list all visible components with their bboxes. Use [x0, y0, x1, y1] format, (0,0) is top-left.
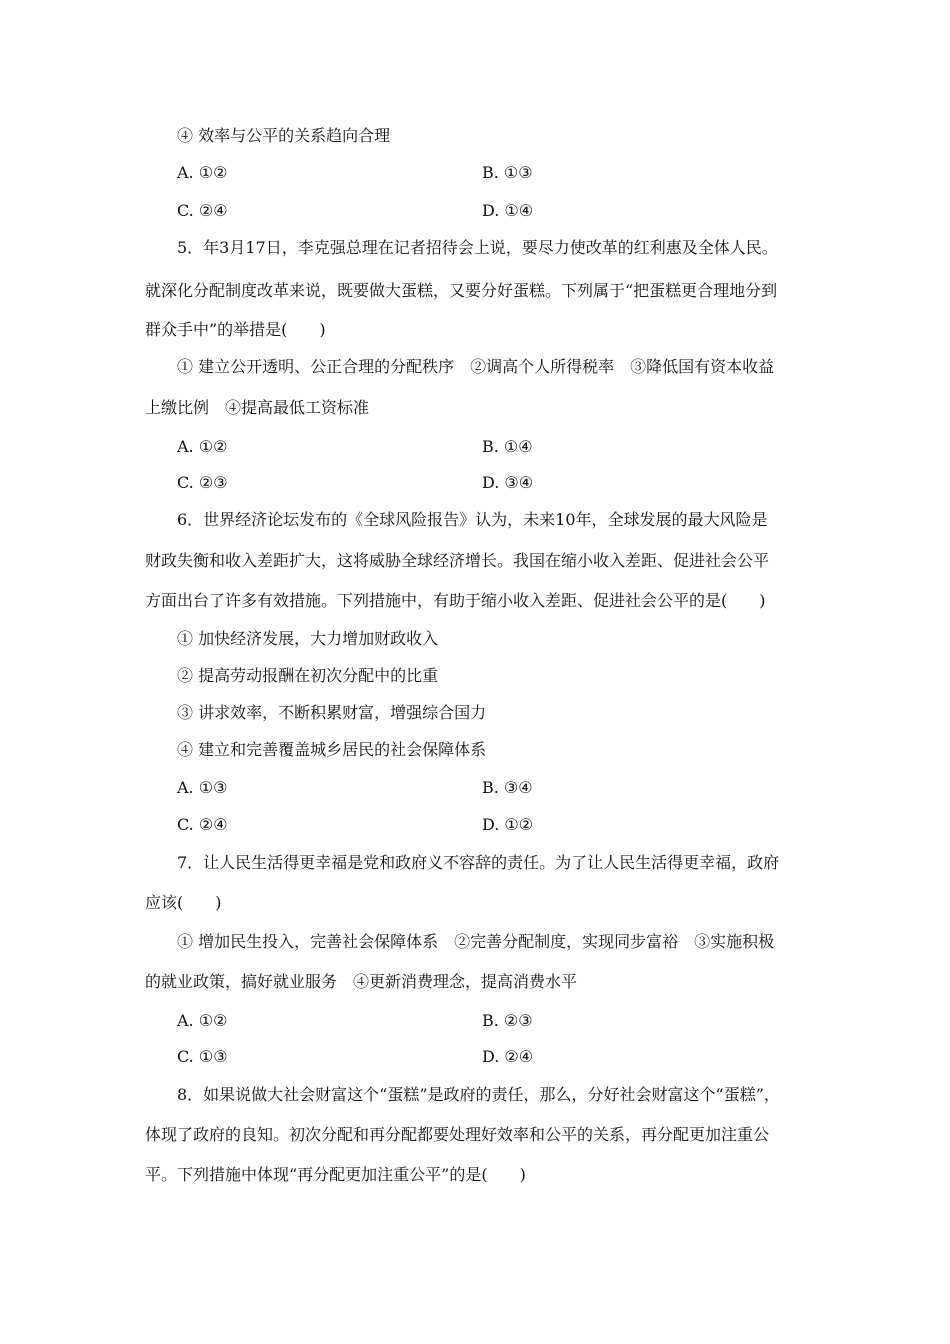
q7-items-line-1: ① 增加民生投入，完善社会保障体系 ②完善分配制度，实现同步富裕 ③实施积极: [177, 932, 775, 951]
q7-option-b: B. ②③: [482, 1011, 533, 1030]
q7-stem-line-1: 7．让人民生活得更幸福是党和政府义不容辞的责任。为了让人民生活得更幸福，政府: [177, 853, 780, 872]
q5-items-line-2: 上缴比例 ④提高最低工资标准: [145, 398, 370, 417]
q8-stem-line-2: 体现了政府的良知。初次分配和再分配都要处理好效率和公平的关系，再分配更加注重公: [145, 1125, 770, 1144]
q5-option-c: C. ②③: [177, 473, 228, 492]
q5-option-a: A. ①②: [177, 437, 228, 456]
q8-stem-line-1: 8．如果说做大社会财富这个“蛋糕”是政府的责任，那么，分好社会财富这个“蛋糕”，: [177, 1085, 780, 1104]
q6-item-2: ② 提高劳动报酬在初次分配中的比重: [177, 666, 439, 685]
q6-stem-line-2: 财政失衡和收入差距扩大，这将威胁全球经济增长。我国在缩小收入差距、促进社会公平: [145, 551, 770, 570]
q6-option-c: C. ②④: [177, 815, 228, 834]
q5-option-b: B. ①④: [482, 437, 533, 456]
q7-option-c: C. ①③: [177, 1047, 228, 1066]
q5-items-line-1: ① 建立公开透明、公正合理的分配秩序 ②调高个人所得税率 ③降低国有资本收益: [177, 357, 775, 376]
q4-option-d: D. ①④: [482, 201, 534, 220]
q6-item-4: ④ 建立和完善覆盖城乡居民的社会保障体系: [177, 740, 487, 759]
q5-stem-line-2: 就深化分配制度改革来说，既要做大蛋糕，又要分好蛋糕。下列属于“把蛋糕更合理地分到: [145, 281, 778, 300]
q6-option-a: A. ①③: [177, 778, 228, 797]
q7-stem-line-2: 应该( ): [145, 893, 222, 912]
q5-stem-line-3: 群众手中”的举措是( ): [145, 320, 326, 339]
q4-item-4: ④ 效率与公平的关系趋向合理: [177, 126, 391, 145]
q5-option-d: D. ③④: [482, 473, 534, 492]
q6-item-3: ③ 讲求效率，不断积累财富，增强综合国力: [177, 703, 487, 722]
q6-stem-line-3: 方面出台了许多有效措施。下列措施中，有助于缩小收入差距、促进社会公平的是( ): [145, 591, 766, 610]
q7-option-a: A. ①②: [177, 1011, 228, 1030]
q7-items-line-2: 的就业政策，搞好就业服务 ④更新消费理念，提高消费水平: [145, 972, 578, 991]
q5-stem-line-1: 5．年3月17日，李克强总理在记者招待会上说，要尽力使改革的红利惠及全体人民。: [177, 238, 778, 257]
q6-option-d: D. ①②: [482, 815, 534, 834]
q4-option-a: A. ①②: [177, 163, 228, 182]
q6-item-1: ① 加快经济发展，大力增加财政收入: [177, 629, 439, 648]
q4-option-c: C. ②④: [177, 201, 228, 220]
q6-stem-line-1: 6．世界经济论坛发布的《全球风险报告》认为，未来10年，全球发展的最大风险是: [177, 510, 768, 529]
q4-option-b: B. ①③: [482, 163, 533, 182]
q7-option-d: D. ②④: [482, 1047, 534, 1066]
q8-stem-line-3: 平。下列措施中体现“再分配更加注重公平”的是( ): [145, 1165, 526, 1184]
q6-option-b: B. ③④: [482, 778, 533, 797]
